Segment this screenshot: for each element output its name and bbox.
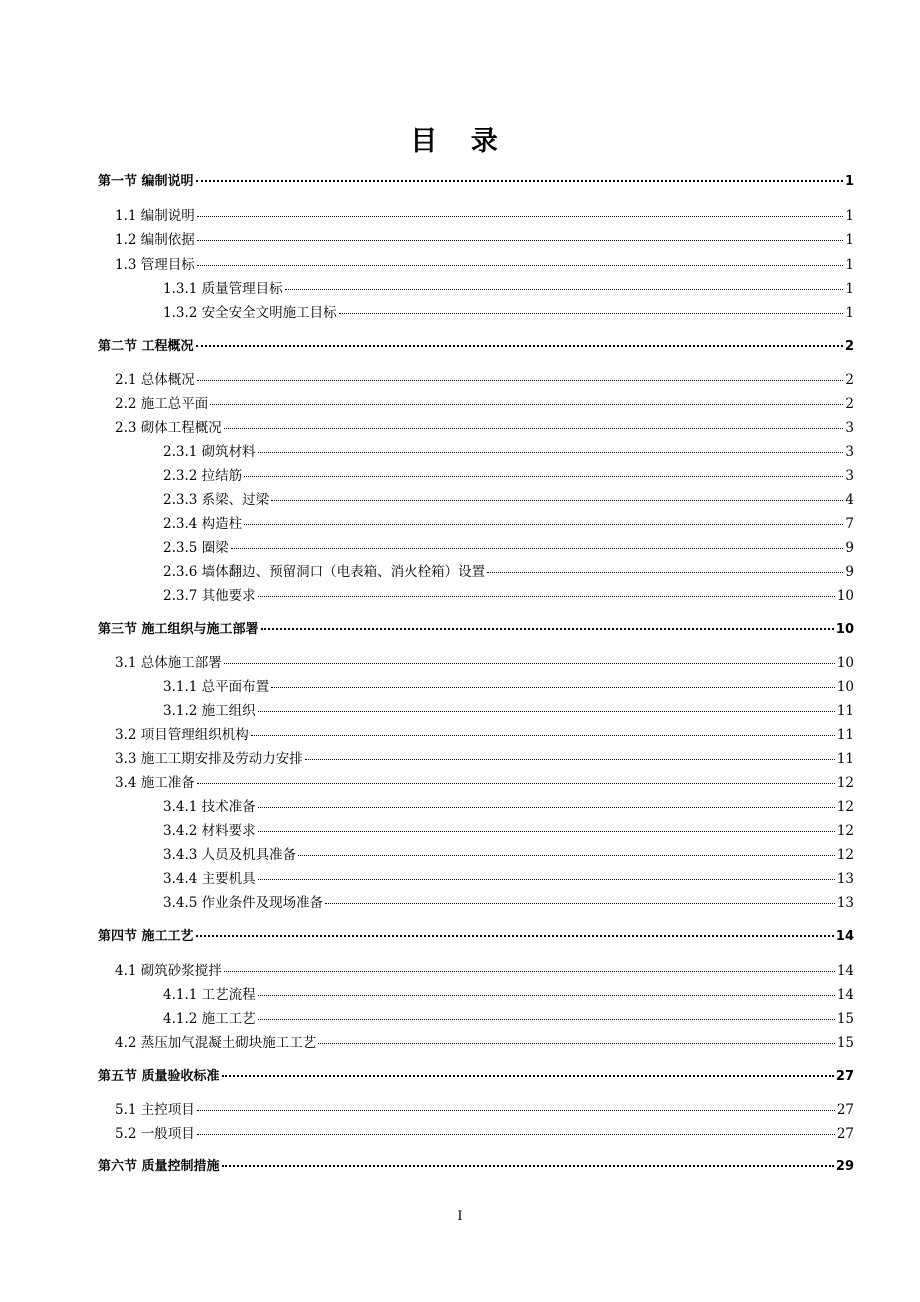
toc-entry[interactable] [115,394,854,414]
toc-entry-label: 2.3.4 构造柱 [163,516,243,532]
dot-leader [258,1019,835,1020]
toc-entry-label: 第三节 施工组织与施工部署 [98,622,259,637]
toc-entry-page: 3 [845,444,854,460]
dot-leader [305,759,835,760]
toc-entry[interactable] [163,797,854,817]
toc-entry-page: 1 [845,281,854,297]
toc-entry[interactable] [115,418,854,438]
toc-entry-page: 2 [844,339,854,354]
toc-entry-page: 2 [845,372,854,388]
toc-entry-page: 1 [845,257,854,273]
dot-leader [197,1110,835,1111]
toc-entry-label: 2.3.6 墙体翻边、预留洞口（电表箱、消火栓箱）设置 [163,564,486,580]
toc-entry-page: 13 [836,871,854,887]
toc-entry[interactable] [163,514,854,534]
dot-leader [487,572,843,573]
toc-entry[interactable] [163,893,854,913]
toc-entry-label: 4.1 砌筑砂浆搅拌 [115,963,222,979]
toc-entry-label: 2.3.5 圈梁 [163,540,229,556]
toc-entry[interactable] [163,869,854,889]
toc-entry-label: 2.1 总体概况 [115,372,195,388]
dot-leader [222,1165,834,1167]
toc-entry-page: 11 [836,703,854,719]
toc-entry-label: 2.3.3 系梁、过梁 [163,492,270,508]
dot-leader [251,735,835,736]
toc-entry-page: 1 [845,305,854,321]
toc-entry-page: 3 [845,420,854,436]
toc-entry-page: 1 [845,232,854,248]
toc-entry-label: 第一节 编制说明 [98,174,194,189]
toc-entry-page: 9 [845,564,854,580]
toc-entry-page: 14 [836,963,854,979]
toc-entry-label: 1.3.2 安全安全文明施工目标 [163,305,337,321]
dot-leader [244,524,843,525]
dot-leader [197,783,835,784]
page-number: I [457,1209,463,1224]
toc-entry[interactable] [163,845,854,865]
toc-entry-label: 5.1 主控项目 [115,1102,195,1118]
dot-leader [224,663,835,664]
dot-leader [298,855,835,856]
dot-leader [258,452,844,453]
dot-leader [197,240,844,241]
toc-entry[interactable] [163,677,854,697]
dot-leader [244,476,843,477]
toc-entry-label: 1.1 编制说明 [115,208,195,224]
toc-entry[interactable] [163,985,854,1005]
toc-entry-page: 10 [836,655,854,671]
toc-entry-page: 4 [845,492,854,508]
toc-entry-label: 1.2 编制依据 [115,232,195,248]
toc-section-entry[interactable] [98,1067,854,1087]
toc-entry-page: 1 [845,208,854,224]
toc-entry-page: 29 [835,1159,854,1174]
toc-entry[interactable] [115,230,854,250]
toc-entry[interactable] [163,303,854,323]
toc-entry-page: 7 [845,516,854,532]
dot-leader [258,807,835,808]
dot-leader [196,935,834,937]
toc-entry-page: 10 [835,622,854,637]
dot-leader [339,313,844,314]
dot-leader [258,831,835,832]
toc-entry-page: 14 [836,987,854,1003]
toc-entry[interactable] [163,586,854,606]
toc-entry[interactable] [115,653,854,673]
toc-entry-label: 3.4.3 人员及机具准备 [163,847,297,863]
toc-entry-page: 12 [836,799,854,815]
toc-entry-label: 5.2 一般项目 [115,1126,195,1142]
toc-entry-label: 2.3.7 其他要求 [163,588,256,604]
dot-leader [197,380,844,381]
toc-entry-label: 3.2 项目管理组织机构 [115,727,249,743]
toc-entry[interactable] [115,370,854,390]
toc-section-entry[interactable] [98,1157,854,1177]
dot-leader [258,596,835,597]
toc-entry-page: 12 [836,823,854,839]
toc-entry-page: 10 [836,588,854,604]
toc-entry-page: 11 [836,751,854,767]
toc-entry-label: 2.3.1 砌筑材料 [163,444,256,460]
toc-entry-label: 2.3.2 拉结筋 [163,468,243,484]
toc-entry[interactable] [115,725,854,745]
toc-entry-label: 3.1.2 施工组织 [163,703,256,719]
toc-entry-page: 27 [836,1102,854,1118]
toc-entry[interactable] [163,821,854,841]
toc-entry-label: 3.4 施工准备 [115,775,195,791]
toc-entry-page: 12 [836,775,854,791]
dot-leader [224,971,835,972]
toc-entry-page: 15 [836,1035,854,1051]
toc-entry[interactable] [163,490,854,510]
dot-leader [325,903,835,904]
toc-entry[interactable] [115,206,854,226]
toc-entry[interactable] [163,279,854,299]
toc-entry-label: 3.4.4 主要机具 [163,871,256,887]
toc-entry-page: 27 [835,1069,854,1084]
toc-entry-label: 第四节 施工工艺 [98,929,194,944]
dot-leader [258,995,835,996]
toc-entry[interactable] [115,255,854,275]
toc-entry-label: 1.3 管理目标 [115,257,195,273]
dot-leader [231,548,844,549]
dot-leader [285,289,844,290]
dot-leader [318,1043,835,1044]
toc-entry[interactable] [163,1009,854,1029]
dot-leader [210,404,843,405]
toc-entry-label: 1.3.1 质量管理目标 [163,281,283,297]
toc-section-entry[interactable] [98,172,854,192]
toc-entry-page: 3 [845,468,854,484]
toc-entry[interactable] [163,562,854,582]
toc-entry-page: 10 [836,679,854,695]
toc-section-entry[interactable] [98,620,854,640]
toc-entry-label: 2.2 施工总平面 [115,396,209,412]
toc-section-entry[interactable] [98,927,854,947]
toc-entry-label: 3.4.1 技术准备 [163,799,256,815]
toc-section-entry[interactable] [98,337,854,357]
toc-entry-label: 4.1.1 工艺流程 [163,987,256,1003]
toc-entry[interactable] [163,701,854,721]
dot-leader [197,1134,835,1135]
toc-entry[interactable] [115,749,854,769]
toc-entry-page: 27 [836,1126,854,1142]
toc-entry-label: 4.1.2 施工工艺 [163,1011,256,1027]
toc-entry-page: 2 [845,396,854,412]
dot-leader [261,628,834,630]
toc-entry-label: 4.2 蒸压加气混凝土砌块施工工艺 [115,1035,317,1051]
toc-entry-page: 14 [835,929,854,944]
toc-entry-page: 9 [845,540,854,556]
toc-entry[interactable] [163,466,854,486]
toc-entry-page: 1 [844,174,854,189]
toc-entry[interactable] [115,1100,854,1120]
toc-entry[interactable] [163,442,854,462]
dot-leader [222,1075,834,1077]
toc-title: 目 录 [410,126,510,157]
toc-entry-page: 13 [836,895,854,911]
toc-entry[interactable] [115,773,854,793]
dot-leader [197,216,844,217]
toc-entry-label: 3.1 总体施工部署 [115,655,222,671]
toc-entry-label: 2.3 砌体工程概况 [115,420,222,436]
toc-entry-label: 3.4.2 材料要求 [163,823,256,839]
toc-entry-page: 12 [836,847,854,863]
toc-entry[interactable] [115,961,854,981]
toc-entry-label: 第五节 质量验收标准 [98,1069,220,1084]
dot-leader [258,879,835,880]
dot-leader [196,180,843,182]
toc-entry-label: 第二节 工程概况 [98,339,194,354]
dot-leader [224,428,844,429]
toc-entry[interactable] [115,1124,854,1144]
dot-leader [196,345,843,347]
toc-entry-label: 3.4.5 作业条件及现场准备 [163,895,324,911]
toc-entry-label: 第六节 质量控制措施 [98,1159,220,1174]
toc-entry[interactable] [115,1033,854,1053]
toc-entry-label: 3.1.1 总平面布置 [163,679,270,695]
dot-leader [271,687,835,688]
toc-entry-label: 3.3 施工工期安排及劳动力安排 [115,751,303,767]
dot-leader [197,265,844,266]
dot-leader [271,500,843,501]
toc-entry[interactable] [163,538,854,558]
toc-entry-page: 15 [836,1011,854,1027]
dot-leader [258,711,835,712]
toc-entry-page: 11 [836,727,854,743]
